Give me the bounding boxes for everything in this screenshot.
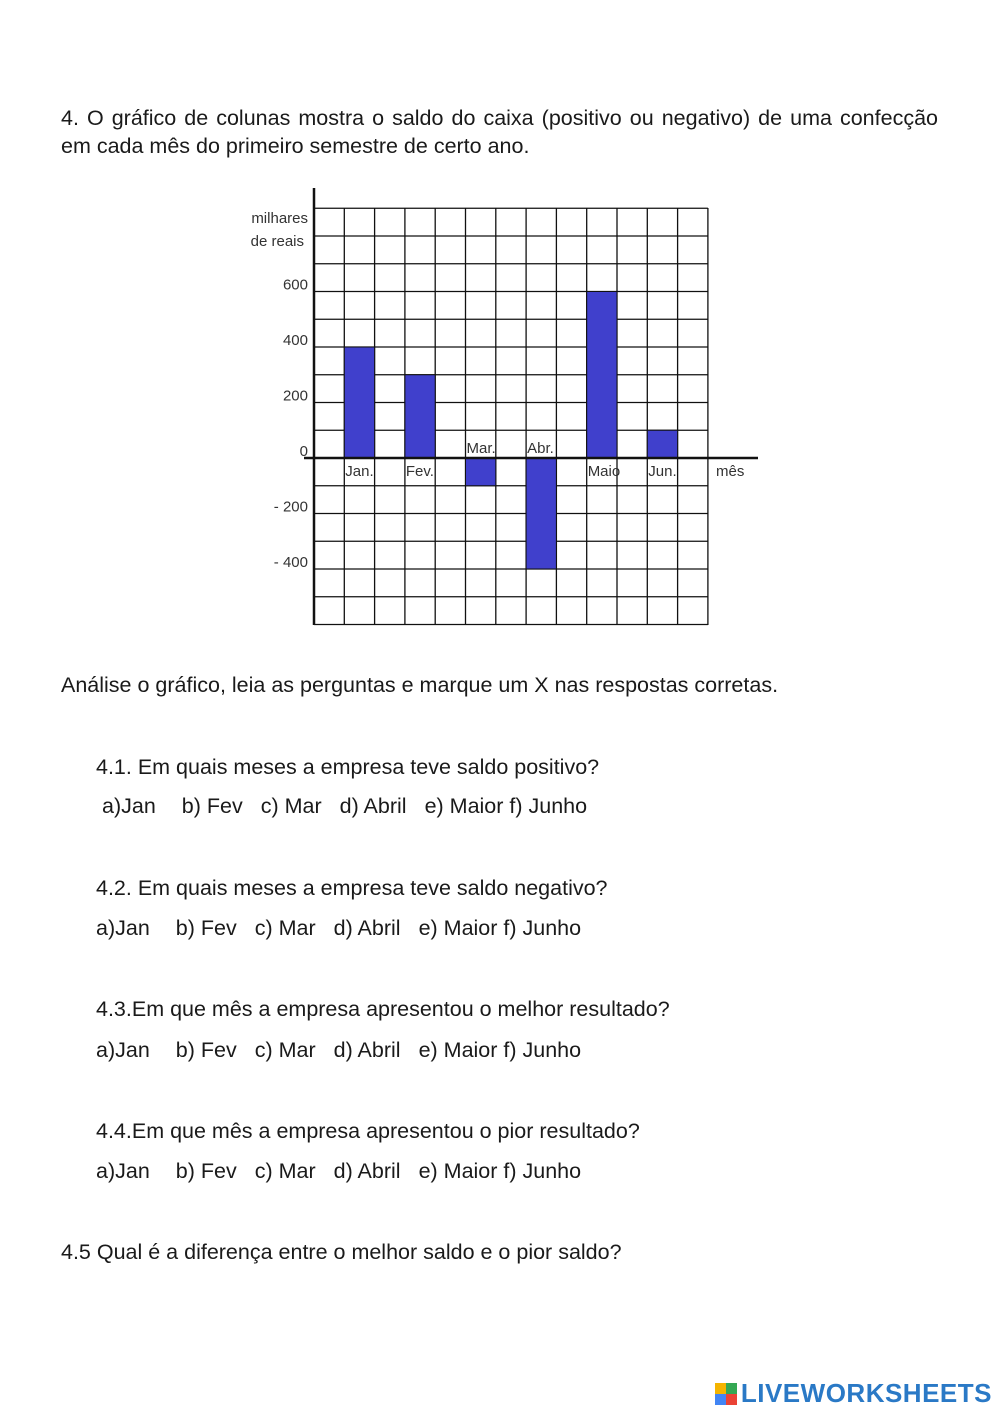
y-tick-label: - 200	[273, 498, 308, 516]
question-4-4-options	[96, 1159, 599, 1184]
brand-mark-icon	[715, 1383, 737, 1405]
category-label: Jan.	[345, 463, 374, 480]
option-jan[interactable]: a)Jan	[96, 916, 150, 940]
question-4-intro: 4. O gráfico de colunas mostra o saldo do caixa (positivo ou negativo) de uma confecção em cada mês do primeiro semestre de certo ano.	[61, 106, 938, 158]
option-maior-junho[interactable]: e) Maior f) Junho	[418, 916, 582, 940]
option-mar[interactable]: c) Mar	[254, 1038, 316, 1062]
option-fev[interactable]: b) Fev	[181, 794, 243, 818]
y-tick-label: 200	[282, 387, 308, 405]
option-fev[interactable]: b) Fev	[175, 1038, 237, 1062]
instructions: Análise o gráfico, leia as perguntas e marque um X nas respostas corretas.	[61, 673, 779, 697]
question-4-4: 4.4.Em que mês a empresa apresentou o pior resultado?	[96, 1119, 640, 1143]
y-tick-label: - 400	[273, 554, 308, 571]
option-abril[interactable]: d) Abril	[333, 1159, 401, 1183]
question-4-1-options	[102, 794, 605, 819]
bar-mar	[466, 458, 496, 486]
question-4-3: 4.3.Em que mês a empresa apresentou o melhor resultado?	[96, 997, 670, 1021]
option-jan[interactable]: a)Jan	[96, 1038, 150, 1062]
bar-maio	[587, 292, 617, 459]
option-maior-junho[interactable]: e) Maior f) Junho	[424, 794, 588, 818]
brand-name: LIVEWORKSHEETS	[740, 1378, 992, 1408]
option-fev[interactable]: b) Fev	[175, 1159, 237, 1183]
option-fev[interactable]: b) Fev	[175, 916, 237, 940]
option-abril[interactable]: d) Abril	[333, 1038, 401, 1062]
option-mar[interactable]: c) Mar	[260, 794, 322, 818]
option-jan[interactable]: a)Jan	[102, 794, 156, 818]
option-maior-junho[interactable]: e) Maior f) Junho	[418, 1038, 582, 1062]
question-4-5: 4.5 Qual é a diferença entre o melhor saldo e o pior saldo?	[61, 1240, 622, 1264]
question-4-2-options	[96, 916, 599, 941]
category-label: Fev.	[405, 463, 434, 480]
bar-abr	[526, 458, 556, 569]
y-tick-label: 0	[299, 443, 308, 460]
option-abril[interactable]: d) Abril	[339, 794, 407, 818]
category-label: Mar.	[466, 440, 496, 457]
x-axis-label: mês	[716, 463, 745, 480]
question-4-3-options	[96, 1038, 599, 1063]
category-label: Abr.	[527, 440, 554, 457]
bar-fev	[405, 375, 435, 458]
y-tick-label: 400	[282, 332, 308, 349]
category-label: Jun.	[648, 463, 677, 480]
y-tick-label: 600	[282, 276, 308, 294]
option-mar[interactable]: c) Mar	[254, 916, 316, 940]
category-label: Maio	[587, 463, 621, 480]
option-jan[interactable]: a)Jan	[96, 1159, 150, 1183]
bar-chart	[0, 0, 1000, 640]
bar-jun	[647, 430, 677, 458]
y-axis-label: milhares	[251, 210, 308, 227]
option-abril[interactable]: d) Abril	[333, 916, 401, 940]
question-4-2: 4.2. Em quais meses a empresa teve saldo negativo?	[96, 876, 608, 900]
option-mar[interactable]: c) Mar	[254, 1159, 316, 1183]
bar-jan	[344, 347, 374, 458]
question-4-1: 4.1. Em quais meses a empresa teve saldo positivo?	[96, 755, 600, 779]
liveworksheets-logo	[715, 1378, 992, 1409]
option-maior-junho[interactable]: e) Maior f) Junho	[418, 1159, 582, 1183]
y-axis-label: de reais	[250, 233, 304, 250]
